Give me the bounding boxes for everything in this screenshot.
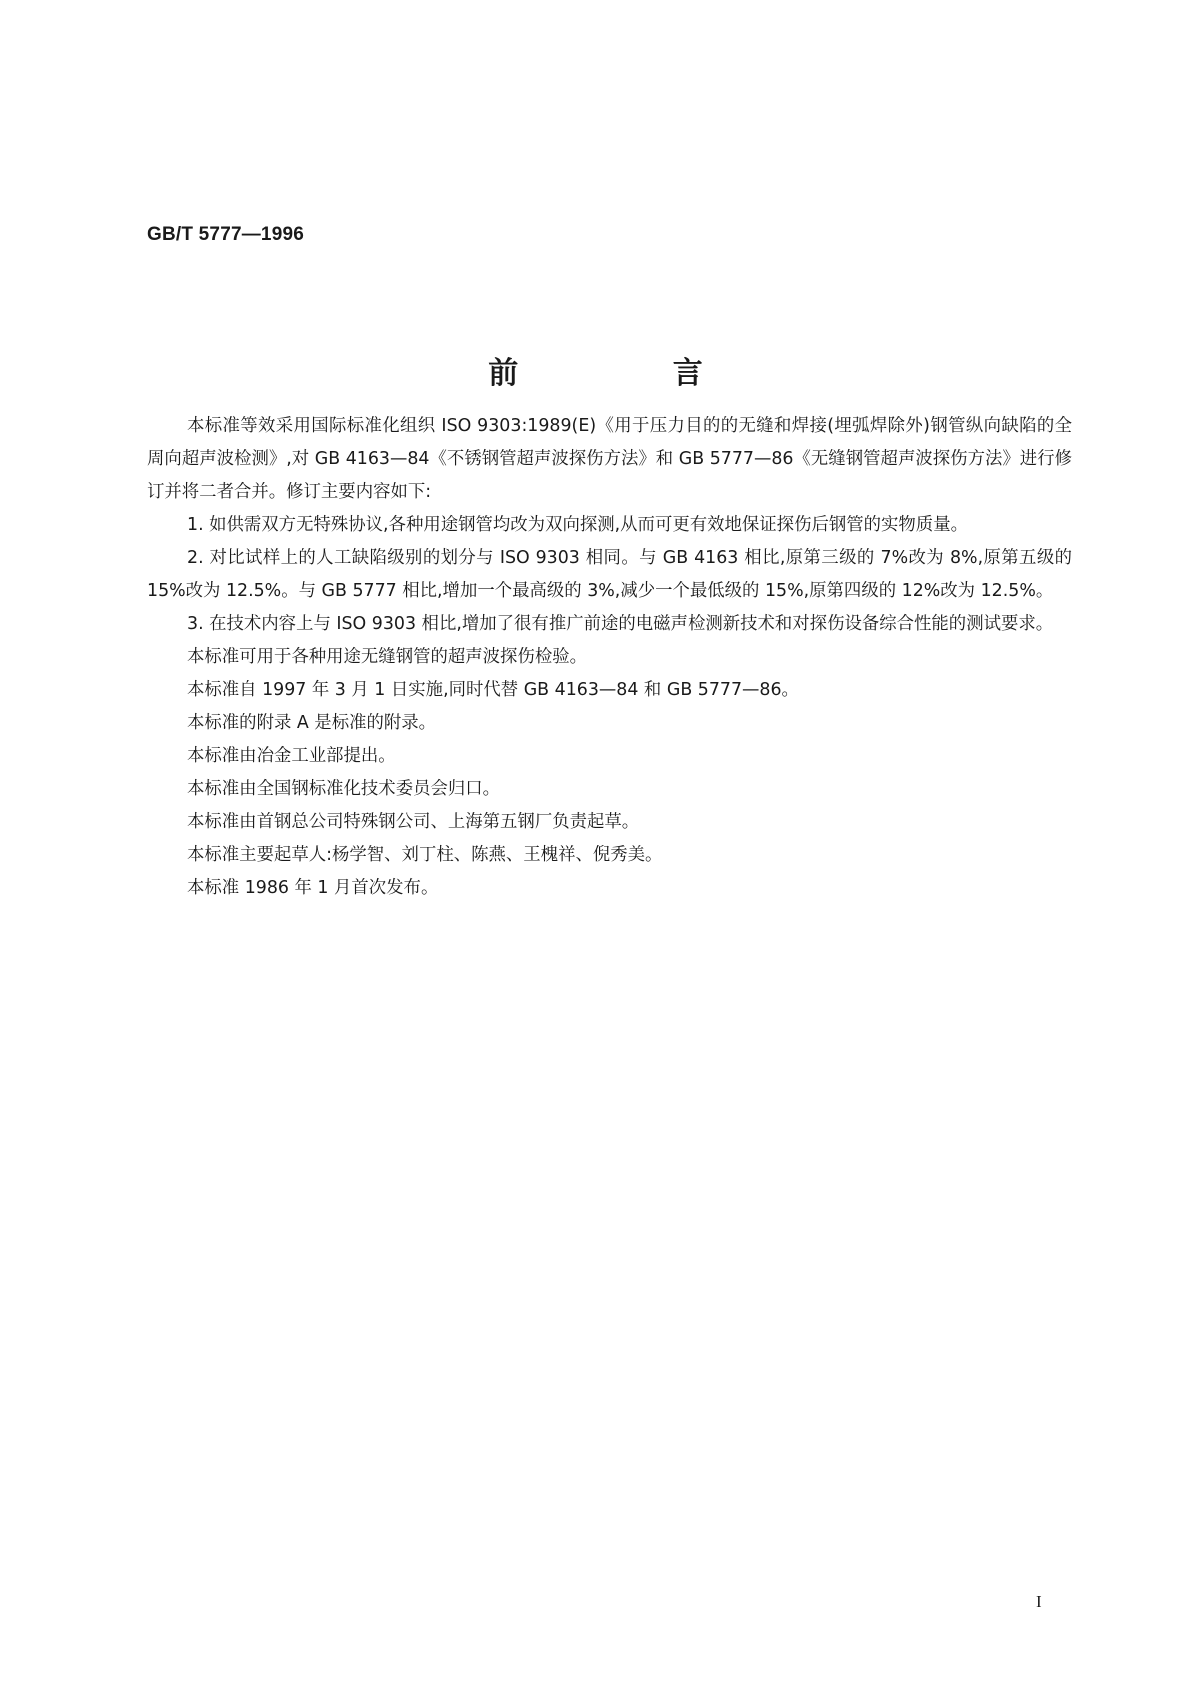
paragraph: 本标准由首钢总公司特殊钢公司、上海第五钢厂负责起草。 [187, 812, 640, 832]
paragraph: 本标准 1986 年 1 月首次发布。 [187, 878, 439, 898]
paragraph: 3. 在技术内容上与 ISO 9303 相比,增加了很有推广前途的电磁声检测新技术和对探伤设备综合性能的测试要求。 [187, 614, 1054, 634]
paragraph: 本标准由冶金工业部提出。 [187, 746, 396, 766]
paragraph: 1. 如供需双方无特殊协议,各种用途钢管均改为双向探测,从而可更有效地保证探伤后钢管的实物质量。 [187, 515, 968, 535]
paragraph: 本标准主要起草人:杨学智、刘丁柱、陈燕、王槐祥、倪秀美。 [187, 845, 663, 865]
paragraph: 本标准自 1997 年 3 月 1 日实施,同时代替 GB 4163—84 和 GB 5777—86。 [187, 680, 799, 700]
paragraph: 本标准等效采用国际标准化组织 ISO 9303:1989(E)《用于压力目的的无缝和焊接(埋弧焊除外)钢管纵向缺陷的全周向超声波检测》,对 GB 4163—84《不锈钢管超声波探伤方法》和 GB 5777—86《无缝钢管超声波探伤方法》进行修订并将二者合并。修订主要内容如下: [147, 416, 1072, 502]
foreword-body [147, 410, 1072, 905]
paragraph: 本标准可用于各种用途无缝钢管的超声波探伤检验。 [187, 647, 587, 667]
standard-number: GB/T 5777—1996 [147, 224, 304, 245]
paragraph: 本标准的附录 A 是标准的附录。 [187, 713, 437, 733]
page-number: I [1036, 1592, 1042, 1611]
paragraph: 2. 对比试样上的人工缺陷级别的划分与 ISO 9303 相同。与 GB 4163 相比,原第三级的 7%改为 8%,原第五级的 15%改为 12.5%。与 GB 5777 相比,增加一个最高级的 3%,减少一个最低级的 15%,原第四级的 12%改为 12.5%。 [147, 548, 1072, 601]
paragraph: 本标准由全国钢标准化技术委员会归口。 [187, 779, 501, 799]
page-title: 前 言 [488, 356, 775, 391]
